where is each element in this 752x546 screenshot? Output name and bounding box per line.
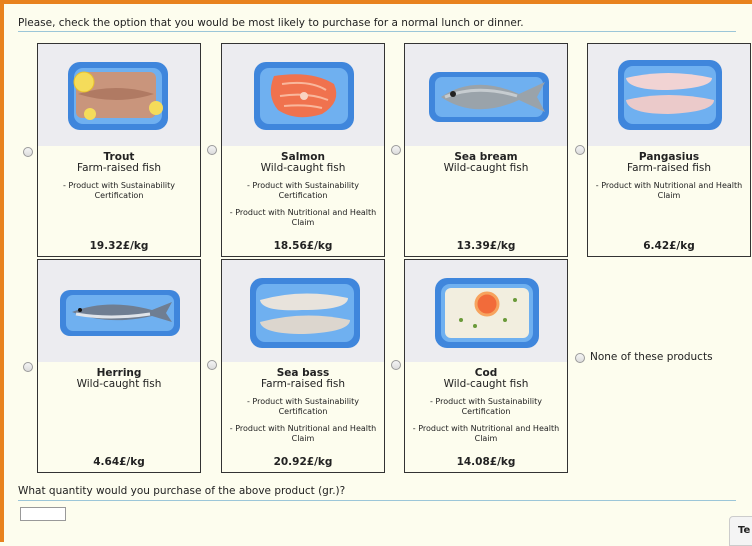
product-price: 14.08£/kg <box>456 456 516 468</box>
product-origin: Wild-caught fish <box>260 162 346 174</box>
product-attribute: - Product with Sustainability Certification <box>429 397 543 416</box>
product-name: Salmon <box>281 151 325 163</box>
sea-bass-tray-image <box>222 260 384 362</box>
product-price: 19.32£/kg <box>89 240 149 252</box>
product-name: Trout <box>103 151 135 163</box>
radio-trout[interactable] <box>23 147 33 157</box>
product-price: 4.64£/kg <box>93 456 145 468</box>
quantity-question: What quantity would you purchase of the above product (gr.)? <box>18 485 346 497</box>
radio-cod[interactable] <box>391 360 401 370</box>
product-attribute: - Product with Sustainability Certification <box>246 397 360 416</box>
radio-none[interactable] <box>575 353 585 363</box>
product-name: Sea bream <box>454 151 518 163</box>
product-card-cod[interactable] <box>404 259 568 473</box>
quantity-divider <box>18 500 736 501</box>
product-attributes <box>594 181 744 208</box>
product-attributes <box>228 181 378 235</box>
sea-bream-tray-image <box>405 44 567 146</box>
product-price: 20.92£/kg <box>273 456 333 468</box>
product-card-trout[interactable] <box>37 43 201 257</box>
product-origin: Wild-caught fish <box>443 378 529 390</box>
salmon-tray-image <box>222 44 384 146</box>
radio-sea-bass[interactable] <box>207 360 217 370</box>
question-text: Please, check the option that you would be most likely to purchase for a normal lunch or dinner. <box>18 17 524 29</box>
product-origin: Wild-caught fish <box>76 378 162 390</box>
product-price: 18.56£/kg <box>273 240 333 252</box>
product-name: Sea bass <box>276 367 330 379</box>
product-card-herring[interactable] <box>37 259 201 473</box>
product-name: Herring <box>96 367 142 379</box>
product-attribute: - Product with Nutritional and Health Claim <box>229 424 377 443</box>
product-origin: Farm-raised fish <box>77 162 161 174</box>
none-option-label[interactable]: None of these products <box>590 351 713 363</box>
product-attribute: - Product with Nutritional and Health Claim <box>229 208 377 227</box>
pangasius-tray-image <box>588 44 750 146</box>
product-attribute: - Product with Sustainability Certification <box>246 181 360 200</box>
next-button[interactable]: Te <box>729 516 752 546</box>
product-price: 6.42£/kg <box>643 240 695 252</box>
product-card-salmon[interactable] <box>221 43 385 257</box>
product-origin: Farm-raised fish <box>627 162 711 174</box>
radio-pangasius[interactable] <box>575 145 585 155</box>
radio-sea-bream[interactable] <box>391 145 401 155</box>
product-card-sea-bream[interactable] <box>404 43 568 257</box>
question-divider <box>18 31 736 32</box>
herring-tray-image <box>38 260 200 362</box>
product-attribute: - Product with Sustainability Certification <box>62 181 176 200</box>
product-card-pangasius[interactable] <box>587 43 751 257</box>
product-origin: Farm-raised fish <box>261 378 345 390</box>
radio-herring[interactable] <box>23 362 33 372</box>
product-attribute: - Product with Nutritional and Health Claim <box>595 181 743 200</box>
product-card-sea-bass[interactable] <box>221 259 385 473</box>
product-attributes <box>228 397 378 451</box>
quantity-input[interactable] <box>20 507 66 521</box>
radio-salmon[interactable] <box>207 145 217 155</box>
product-origin: Wild-caught fish <box>443 162 529 174</box>
trout-tray-image <box>38 44 200 146</box>
product-attribute: - Product with Nutritional and Health Claim <box>412 424 560 443</box>
product-attributes <box>44 181 194 208</box>
product-name: Cod <box>474 367 498 379</box>
cod-tray-image <box>405 260 567 362</box>
product-name: Pangasius <box>638 151 700 163</box>
product-attributes <box>411 397 561 451</box>
product-price: 13.39£/kg <box>456 240 516 252</box>
